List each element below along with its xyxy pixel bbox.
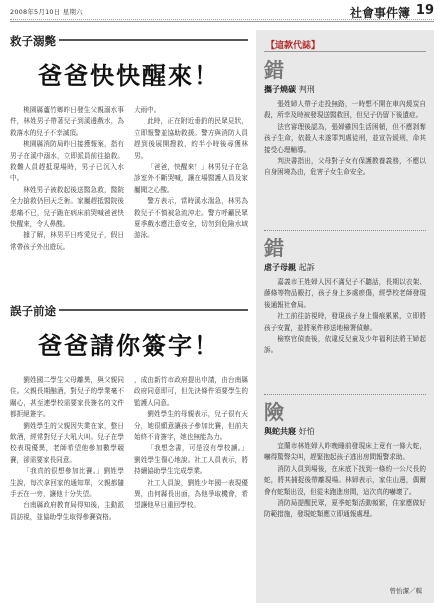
paragraph: 消防人員到場後，在床底下找到一條約一公尺長的蛇，將其捕捉後帶離現場。林婦表示，家住山邊，偶爾會有蛇類出沒，但從未跑進房間，這次真的嚇壞了。 <box>264 464 426 496</box>
item-marker: 錯 <box>264 236 284 260</box>
paragraph: 判決書指出，父母對子女有保護教養義務，不應以自身困境為由，危害子女生命安全。 <box>264 157 426 177</box>
paragraph: 此時，正在附近垂釣的民眾見狀，立即報警並協助救援。警方與消防人員趕到後展開搜救，約半小時後尋獲林男。 <box>134 117 248 160</box>
page-header <box>10 4 434 22</box>
paragraph: 劉姓國二學生父母離異，與父親同住。父親長期酗酒，對兒子的學業毫不關心，甚至連學校需要家長簽名的文件都拒絕簽字。 <box>10 376 124 419</box>
paragraph: 「我想念書，可是沒有學校讀。」劉姓學生傷心地說。社工人員表示，將持續協助學生完成學業。 <box>134 444 248 476</box>
article-1-title: 爸爸快快醒來！ <box>38 61 220 90</box>
paragraph: 嘉義市王姓婦人因不滿兒子不聽話，長期以衣架、藤條等物品毆打，孩子身上多處瘀傷，經學校老師發現後通報社會局。 <box>264 278 426 309</box>
paragraph: 桃園縣消防局昨日接獲報案，指有男子在溪中溺水，立即派員前往搶救。救難人員趕抵現場時，男子已沉入水中。 <box>10 140 124 183</box>
paragraph: 消防局提醒民眾，夏季蛇類活動頻繁，住家應做好防範措施，發現蛇類應立即通報處理。 <box>264 499 426 519</box>
sidebar-title: 【這款代誌】 <box>266 41 321 51</box>
item-marker: 錯 <box>264 58 284 82</box>
article-2-col-2 <box>134 375 248 523</box>
item-heading <box>264 262 426 273</box>
paragraph: 「爸爸，快醒來！」林男兒子在急診室外不斷哭喊，讓在場醫護人員及家屬聞之心酸。 <box>134 163 248 194</box>
article-1-heading <box>10 30 248 50</box>
paragraph: 社工前往訪視時，發現孩子身上傷痕累累，立即將孩子安置，並將案件移送地檢署偵辦。 <box>264 312 426 332</box>
paragraph: 劉姓學生的母親表示，兒子很有天分，她很願意讓孩子參加比賽，但前夫始終不肯簽字，她也無能為力。 <box>134 410 248 442</box>
paragraph: ，成由新竹市政府提出申請，由台南縣政府同意即可，但先決條件須要學生的監護人同意。 <box>134 376 248 407</box>
item-text <box>264 277 426 391</box>
article-2-heading <box>10 300 248 320</box>
issue-date: 2008年5月10日 星期六 <box>10 8 83 16</box>
paragraph: 大雨中。 <box>134 106 161 114</box>
item-subtitle: 攜子燒碳 <box>264 85 296 94</box>
sidebar-divider <box>264 394 426 395</box>
item-subtitle: 與蛇共寢 <box>264 427 296 436</box>
article-2-body <box>10 375 248 523</box>
item-text <box>264 99 426 231</box>
paragraph: 台南縣政府教育局得知後，主動派員訪視，並協助學生取得參賽資格。 <box>10 501 124 521</box>
item-subtitle: 虐子母親 <box>264 263 296 272</box>
paragraph: 宜蘭市林姓婦人昨晚睡前發現床上竟有一條大蛇，嚇得驚聲尖叫，趕緊抱起孩子逃出房間報警求助。 <box>264 442 426 462</box>
item-tag: 起訴 <box>298 263 315 272</box>
paragraph: 社工人員說，劉姓少年國一表現優異，由何縣長出面，為他爭取機會，希望讓他早日重回學校。 <box>134 478 248 510</box>
paragraph: 桃園縣蘆竹鄉昨日發生父親溺水事件，林姓男子帶著兒子到溪邊戲水，為救落水的兒子不幸滅頂。 <box>10 106 124 137</box>
item-heading <box>264 426 426 437</box>
section-name: 社會事件簿 <box>349 6 410 20</box>
sidebar-item-3 <box>264 400 426 589</box>
sidebar-box <box>256 30 434 603</box>
item-tag: 判刑 <box>298 85 315 94</box>
paragraph: 據了解，林男平日疼愛兒子，假日常帶孩子外出遊玩。 <box>10 231 124 251</box>
paragraph: 法官審理後認為，張婦雖因生活困頓，但不應剝奪孩子生命，依殺人未遂罪判處徒刑，並宣告緩刑，命其接受心理輔導。 <box>264 122 426 154</box>
paragraph: 「我真的很想參加比賽。」劉姓學生說，每次拿回家的通知單，父親都隨手丟在一旁，讓他十分失望。 <box>10 467 124 499</box>
header-divider <box>10 19 434 21</box>
sidebar-rule <box>264 51 426 52</box>
paragraph: 劉姓學生的父親因失業在家，整日飲酒，經常對兒子大吼大叫。兒子在學校表現優異，老師希望他參加數學競賽，卻需要家長同意。 <box>10 421 124 464</box>
item-heading <box>264 84 426 95</box>
sidebar-item-2 <box>264 236 426 391</box>
article-2 <box>10 300 248 603</box>
article-2-title: 爸爸請你簽字！ <box>38 331 220 360</box>
article-2-kicker: 誤子前途 <box>10 303 59 319</box>
paragraph: 林姓男子被救起後送醫急救，醫院全力搶救仍回天乏術。家屬趕抵醫院後悲痛不已，兒子跪在病床前哭喊爸爸快快醒來，令人鼻酸。 <box>10 185 124 229</box>
article-1-kicker: 救子溺斃 <box>10 33 59 49</box>
article-2-col-1 <box>10 375 124 523</box>
sidebar-item-1 <box>264 58 426 231</box>
compiler-credit: 曾怡潔／輯 <box>389 587 422 595</box>
paragraph: 警方表示，當時溪水湍急，林男為救兒子不慎被急流沖走。警方呼籲民眾夏季戲水應注意安全，切勿到危險水域游泳。 <box>134 197 248 240</box>
paragraph: 張姓婦人帶子走投無路，一時想不開在車內燒炭自殺，所幸及時被發現送醫救回，但兒子仍留下後遺症。 <box>264 100 426 120</box>
paragraph: 檢察官偵查後，依違反兒童及少年福利法將王婦起訴。 <box>264 335 426 355</box>
item-marker: 險 <box>264 400 284 424</box>
item-tag: 好怕 <box>298 427 315 436</box>
item-text <box>264 441 426 589</box>
page-number: 19 <box>415 3 434 18</box>
sidebar-divider <box>264 230 426 231</box>
